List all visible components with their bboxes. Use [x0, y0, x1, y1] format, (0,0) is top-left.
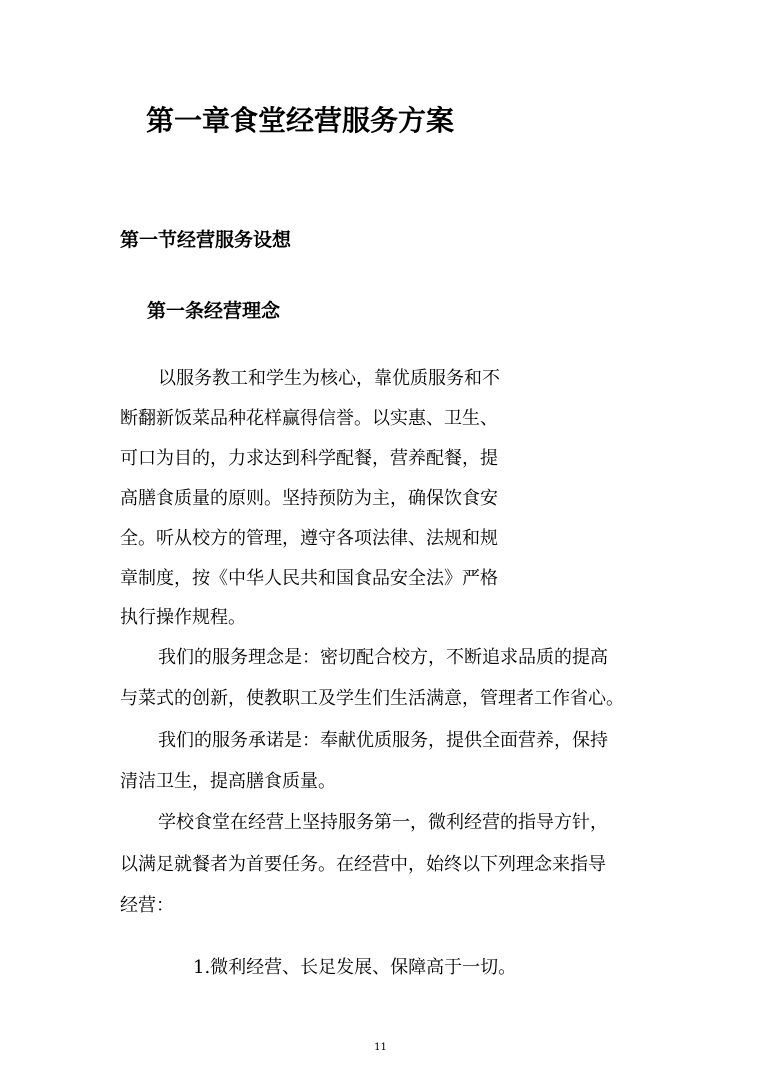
paragraph-4-line-2: 以满足就餐者为首要任务。在经营中，始终以下列理念来指导: [120, 854, 606, 875]
paragraph-1-line-7: 执行操作规程。: [120, 607, 246, 628]
article-title: 第一条经营理念: [147, 300, 281, 322]
paragraph-4-line-1: 学校食堂在经营上坚持服务第一，微利经营的指导方针，: [158, 812, 608, 833]
chapter-title: 第一章食堂经营服务方案: [146, 104, 455, 137]
paragraph-2-line-2: 与菜式的创新，使教职工及学生们生活满意，管理者工作省心。: [120, 688, 624, 709]
paragraph-2-line-1: 我们的服务理念是：密切配合校方，不断追求品质的提高: [158, 647, 608, 668]
page-number: 11: [374, 1042, 387, 1053]
paragraph-3-line-2: 清洁卫生，提高膳食质量。: [120, 771, 336, 792]
paragraph-1-line-1: 以服务教工和学生为核心，靠优质服务和不: [158, 368, 500, 389]
paragraph-1-line-3: 可口为目的，力求达到科学配餐，营养配餐，提: [120, 448, 498, 469]
paragraph-4-line-3: 经营：: [120, 895, 174, 916]
paragraph-1-line-4: 高膳食质量的原则。坚持预防为主，确保饮食安: [120, 488, 498, 509]
paragraph-3-line-1: 我们的服务承诺是：奉献优质服务，提供全面营养，保持: [158, 730, 608, 751]
paragraph-1-line-5: 全。听从校方的管理，遵守各项法律、法规和规: [120, 528, 498, 549]
paragraph-1-line-2: 断翻新饭菜品种花样赢得信誉。以实惠、卫生、: [120, 408, 498, 429]
list-item-1: 1.微利经营、长足发展、保障高于一切。: [193, 957, 517, 978]
paragraph-1-line-6: 章制度，按《中华人民共和国食品安全法》严格: [120, 568, 498, 589]
section-title: 第一节经营服务设想: [120, 229, 292, 251]
